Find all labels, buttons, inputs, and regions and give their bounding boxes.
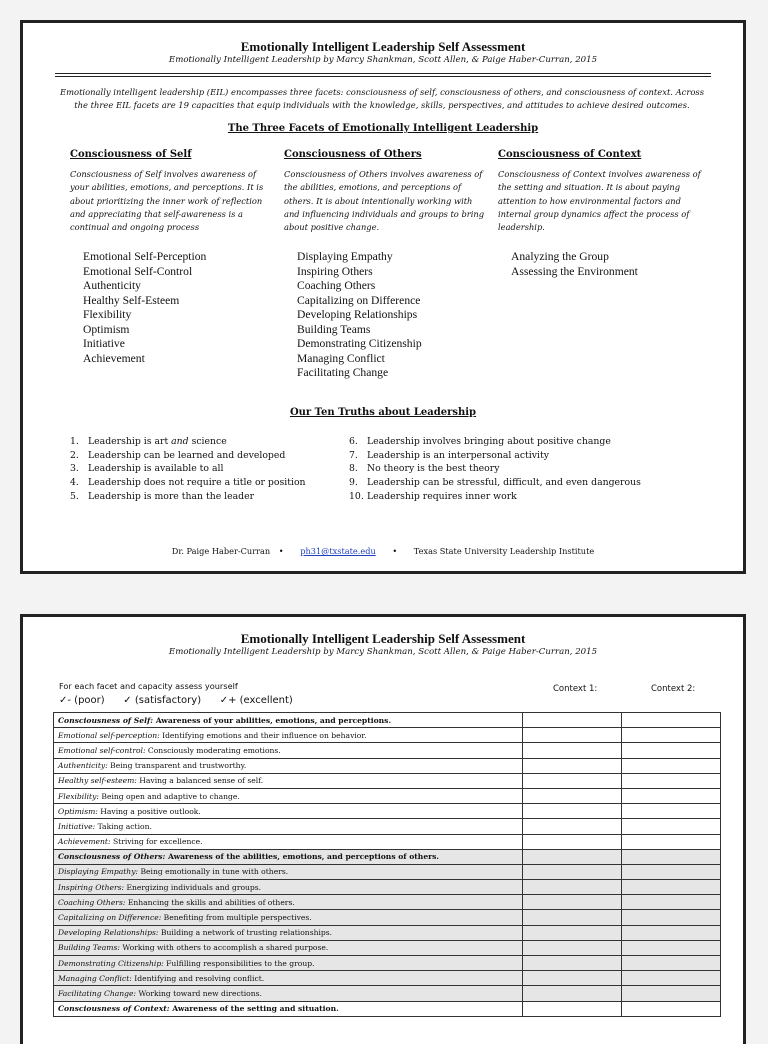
- capacity-definition: Building a network of trusting relationships.: [158, 928, 333, 938]
- capacity-definition: Enhancing the skills and abilities of others.: [125, 897, 295, 907]
- context-1-cell[interactable]: [523, 788, 622, 803]
- truth-text: Leadership is art: [88, 436, 172, 447]
- capacity-definition: Awareness of the setting and situation.: [169, 1004, 339, 1014]
- context-2-cell[interactable]: [622, 849, 721, 864]
- capacity-item: Coaching Others: [297, 279, 376, 292]
- capacity-item: Emotional Self-Perception: [83, 250, 207, 263]
- capacity-definition: Being emotionally in tune with others.: [138, 867, 289, 877]
- capacity-definition: Working with others to accomplish a shared purpose.: [119, 943, 329, 953]
- facet-heading: Consciousness of Self: [70, 149, 192, 160]
- context-1-cell[interactable]: [523, 895, 622, 910]
- truth-text: science: [188, 436, 227, 447]
- truth-number: 9.: [349, 477, 358, 489]
- capacity-cell: [54, 925, 523, 940]
- table-row: [54, 788, 721, 803]
- truth-text: Leadership is an interpersonal activity: [367, 449, 549, 461]
- capacity-item: Achievement: [83, 351, 145, 365]
- capacity-name: Displaying Empathy:: [58, 867, 139, 877]
- capacity-item: Initiative: [83, 337, 125, 350]
- context-1-cell[interactable]: [523, 758, 622, 773]
- capacity-item: Optimism: [83, 322, 130, 336]
- truth-emphasis: and: [171, 436, 189, 447]
- context-1-cell[interactable]: [523, 773, 622, 788]
- context-2-cell[interactable]: [622, 773, 721, 788]
- context-1-cell[interactable]: [523, 834, 622, 849]
- facet-description: Consciousness of Context involves awareness of the setting and situation. It is about paying attention to how environmental factors and internal group dynamics affect the process of leadership.: [498, 169, 701, 233]
- capacity-name: Inspiring Others:: [58, 882, 125, 892]
- context-1-cell[interactable]: [523, 940, 622, 955]
- capacity-name: Emotional self-perception:: [58, 730, 160, 740]
- context-1-cell[interactable]: [523, 956, 622, 971]
- table-row: [54, 880, 721, 895]
- truths-heading: Our Ten Truths about Leadership: [289, 407, 477, 418]
- capacity-cell: [54, 1001, 523, 1016]
- capacity-name: Developing Relationships:: [58, 928, 159, 938]
- capacity-name: Consciousness of Others:: [58, 852, 166, 862]
- rating-excellent: ✓+ (excellent): [219, 695, 293, 706]
- table-row: [54, 940, 721, 955]
- truth-item: [349, 476, 641, 490]
- capacity-name: Demonstrating Citizenship:: [58, 958, 164, 968]
- capacity-cell: [54, 910, 523, 925]
- facet-column-others: [284, 149, 488, 381]
- capacity-name: Consciousness of Self:: [58, 715, 154, 725]
- truth-text: Leadership is available to all: [88, 463, 224, 475]
- capacity-cell: [54, 849, 523, 864]
- truth-number: 4.: [70, 477, 79, 489]
- capacity-cell: [54, 728, 523, 743]
- capacity-cell: [54, 819, 523, 834]
- capacity-cell: [54, 895, 523, 910]
- capacity-definition: Benefiting from multiple perspectives.: [161, 913, 312, 923]
- context-2-cell[interactable]: [622, 880, 721, 895]
- capacity-name: Achievement:: [58, 837, 111, 847]
- context-2-cell[interactable]: [622, 895, 721, 910]
- context-2-cell[interactable]: [622, 819, 721, 834]
- context-2-cell[interactable]: [622, 788, 721, 803]
- capacity-item: Managing Conflict: [297, 351, 385, 365]
- truth-text: Leadership involves bringing about positive change: [367, 436, 611, 447]
- facet-description: Consciousness of Self involves awareness of your abilities, emotions, and perceptions. It is about prioritizing the inner work of reflection and appreciating that self-awareness is a continual and ongoing process: [70, 169, 264, 233]
- capacity-item: Developing Relationships: [297, 308, 418, 321]
- table-row: [54, 819, 721, 834]
- truth-text: Leadership can be stressful, difficult, and even dangerous: [367, 477, 641, 489]
- capacity-definition: Being open and adaptive to change.: [98, 791, 240, 801]
- footer: [23, 546, 743, 556]
- document-subtitle: Emotionally Intelligent Leadership by Marcy Shankman, Scott Allen, & Paige Haber-Curran, 2015: [168, 55, 598, 65]
- bullet-separator: •: [278, 546, 284, 556]
- capacity-definition: Consciously moderating emotions.: [145, 745, 281, 755]
- table-row: [54, 925, 721, 940]
- context-2-cell[interactable]: [622, 925, 721, 940]
- page-one: [20, 20, 746, 574]
- table-row: [54, 986, 721, 1001]
- facet-column-self: [70, 149, 274, 366]
- context-1-cell[interactable]: [523, 986, 622, 1001]
- context-1-cell[interactable]: [523, 849, 622, 864]
- email-link[interactable]: ph31@txstate.edu: [300, 546, 376, 556]
- capacity-cell: [54, 940, 523, 955]
- capacity-name: Building Teams:: [58, 943, 120, 953]
- facet-column-context: [498, 149, 702, 279]
- capacity-name: Optimism:: [58, 806, 98, 816]
- context-2-cell[interactable]: [622, 986, 721, 1001]
- capacity-cell: [54, 788, 523, 803]
- capacity-cell: [54, 773, 523, 788]
- truth-item: [70, 490, 350, 504]
- intro-line: the three EIL facets are 19 capacities that equip individuals with the knowledge, skills, perspectives, and attitudes to achieve desired outcomes.: [74, 99, 690, 110]
- context-1-cell[interactable]: [523, 971, 622, 986]
- truth-number: 2.: [70, 449, 79, 461]
- capacity-item: Inspiring Others: [297, 264, 373, 278]
- context-2-cell[interactable]: [622, 728, 721, 743]
- context-1-label: Context 1:: [553, 684, 598, 694]
- capacity-list: [297, 250, 488, 381]
- context-2-cell[interactable]: [622, 864, 721, 879]
- capacity-item: Authenticity: [83, 279, 141, 292]
- table-row: [54, 773, 721, 788]
- truth-item: [349, 490, 629, 504]
- capacity-definition: Striving for excellence.: [110, 837, 203, 847]
- truths-list-right: [349, 435, 641, 504]
- truth-number: 8.: [349, 463, 358, 475]
- capacity-cell: [54, 880, 523, 895]
- context-2-cell[interactable]: [622, 971, 721, 986]
- table-row: [54, 1001, 721, 1016]
- capacity-cell: [54, 804, 523, 819]
- capacity-cell: [54, 986, 523, 1001]
- capacity-name: Capitalizing on Difference:: [58, 913, 162, 923]
- capacity-name: Coaching Others:: [58, 897, 126, 907]
- truth-text: Leadership requires inner work: [367, 490, 517, 502]
- facet-heading: Consciousness of Others: [284, 149, 422, 160]
- truth-item: [349, 449, 629, 463]
- truth-item: [349, 462, 629, 476]
- capacity-name: Authenticity:: [58, 761, 108, 771]
- table-row: [54, 743, 721, 758]
- capacity-name: Facilitating Change:: [58, 988, 137, 998]
- capacity-cell: [54, 713, 523, 728]
- capacity-item: Emotional Self-Control: [83, 264, 193, 278]
- capacity-definition: Awareness of your abilities, emotions, and perceptions.: [153, 715, 392, 725]
- context-1-cell[interactable]: [523, 728, 622, 743]
- capacity-name: Initiative:: [58, 821, 96, 831]
- truth-text: Leadership is more than the leader: [88, 490, 255, 502]
- instruction-text: For each facet and capacity assess yourself: [59, 681, 238, 691]
- truth-number: 1.: [70, 436, 79, 447]
- page-two: [20, 614, 746, 1044]
- divider: [55, 76, 711, 77]
- author-name: Dr. Paige Haber-Curran: [171, 546, 271, 556]
- capacity-definition: Being transparent and trustworthy.: [107, 761, 247, 771]
- bullet-separator: •: [392, 546, 398, 556]
- intro-paragraph: [53, 86, 711, 111]
- institute-name: Texas State University Leadership Institute: [413, 546, 595, 556]
- capacity-definition: Awareness of the abilities, emotions, and perceptions of others.: [165, 852, 440, 862]
- context-2-cell[interactable]: [622, 956, 721, 971]
- table-row: [54, 971, 721, 986]
- truth-number: 6.: [349, 436, 358, 447]
- facet-description: Consciousness of Others involves awareness of the abilities, emotions, and perceptions of others. It is about intentionally working with and influencing individuals and groups to bring about positive change.: [284, 169, 485, 233]
- table-row: [54, 804, 721, 819]
- capacity-item: Building Teams: [297, 322, 371, 336]
- context-1-cell[interactable]: [523, 880, 622, 895]
- document-title: Emotionally Intelligent Leadership Self Assessment: [240, 631, 526, 646]
- context-2-label: Context 2:: [651, 684, 696, 694]
- capacity-item: Assessing the Environment: [511, 264, 638, 278]
- context-2-cell[interactable]: [622, 1001, 721, 1016]
- rating-satisfactory: ✓ (satisfactory): [123, 695, 202, 706]
- capacity-name: Managing Conflict:: [58, 973, 132, 983]
- context-1-cell[interactable]: [523, 925, 622, 940]
- capacity-definition: Having a balanced sense of self.: [136, 776, 264, 786]
- capacity-item: Flexibility: [83, 308, 132, 321]
- capacity-item: Displaying Empathy: [297, 250, 393, 263]
- capacity-definition: Fulfilling responsibilities to the group.: [163, 958, 315, 968]
- divider: [55, 73, 711, 74]
- context-1-cell[interactable]: [523, 910, 622, 925]
- truth-number: 7.: [349, 449, 358, 461]
- capacity-name: Healthy self-esteem:: [58, 776, 137, 786]
- truth-text: Leadership can be learned and developed: [88, 449, 286, 461]
- context-2-cell[interactable]: [622, 910, 721, 925]
- capacity-name: Consciousness of Context:: [58, 1004, 170, 1014]
- context-2-cell[interactable]: [622, 940, 721, 955]
- capacity-item: Analyzing the Group: [511, 250, 609, 263]
- context-2-cell[interactable]: [622, 758, 721, 773]
- capacity-list: [83, 250, 274, 366]
- capacity-cell: [54, 743, 523, 758]
- capacity-definition: Identifying and resolving conflict.: [131, 973, 265, 983]
- context-2-cell[interactable]: [622, 743, 721, 758]
- context-1-cell[interactable]: [523, 864, 622, 879]
- context-1-cell[interactable]: [523, 804, 622, 819]
- capacity-item: Healthy Self-Esteem: [83, 293, 180, 307]
- table-row: [54, 849, 721, 864]
- capacity-item: Facilitating Change: [297, 366, 389, 379]
- table-row: [54, 864, 721, 879]
- truth-item: [349, 435, 629, 449]
- truth-number: 5.: [70, 490, 79, 502]
- table-row: [54, 895, 721, 910]
- context-2-cell[interactable]: [622, 804, 721, 819]
- capacity-definition: Identifying emotions and their influence on behavior.: [159, 730, 367, 740]
- assessment-instructions: [59, 679, 309, 708]
- capacity-list: [511, 250, 702, 279]
- table-row: [54, 834, 721, 849]
- truth-number: 3.: [70, 463, 79, 475]
- truth-item: [70, 449, 350, 463]
- capacity-definition: Having a positive outlook.: [97, 806, 201, 816]
- capacity-cell: [54, 864, 523, 879]
- truth-item: [70, 476, 350, 490]
- context-1-cell[interactable]: [523, 1001, 622, 1016]
- truth-text: Leadership does not require a title or position: [88, 477, 306, 489]
- rating-poor: ✓- (poor): [59, 695, 105, 706]
- capacity-item: Capitalizing on Difference: [297, 293, 421, 307]
- truth-item: [70, 435, 350, 449]
- table-row: [54, 758, 721, 773]
- capacity-name: Flexibility:: [58, 791, 99, 801]
- capacity-cell: [54, 758, 523, 773]
- rating-legend: [59, 693, 309, 708]
- capacity-name: Emotional self-control:: [58, 745, 146, 755]
- context-2-cell[interactable]: [622, 713, 721, 728]
- capacity-definition: Energizing individuals and groups.: [124, 882, 262, 892]
- context-1-cell[interactable]: [523, 743, 622, 758]
- facet-heading: Consciousness of Context: [498, 149, 642, 160]
- intro-line: Emotionally intelligent leadership (EIL) encompasses three facets: consciousness of self, consciousness of others, and consciousness of context. Across: [59, 87, 705, 97]
- truth-item: [70, 462, 350, 476]
- capacity-definition: Taking action.: [95, 821, 152, 831]
- truths-list-left: [70, 435, 350, 504]
- truth-number: 10.: [349, 490, 364, 502]
- document-title: Emotionally Intelligent Leadership Self Assessment: [240, 39, 526, 54]
- document-subtitle: Emotionally Intelligent Leadership by Marcy Shankman, Scott Allen, & Paige Haber-Curran, 2015: [168, 647, 598, 657]
- capacity-cell: [54, 834, 523, 849]
- context-1-cell[interactable]: [523, 713, 622, 728]
- capacity-definition: Working toward new directions.: [136, 988, 262, 998]
- capacity-cell: [54, 971, 523, 986]
- capacity-item: Demonstrating Citizenship: [297, 337, 422, 350]
- table-row: [54, 956, 721, 971]
- context-1-cell[interactable]: [523, 819, 622, 834]
- table-row: [54, 713, 721, 728]
- facets-heading: The Three Facets of Emotionally Intelligent Leadership: [227, 123, 539, 134]
- context-2-cell[interactable]: [622, 834, 721, 849]
- table-row: [54, 728, 721, 743]
- assessment-table: [53, 712, 721, 1017]
- capacity-cell: [54, 956, 523, 971]
- truth-text: No theory is the best theory: [367, 463, 500, 475]
- table-row: [54, 910, 721, 925]
